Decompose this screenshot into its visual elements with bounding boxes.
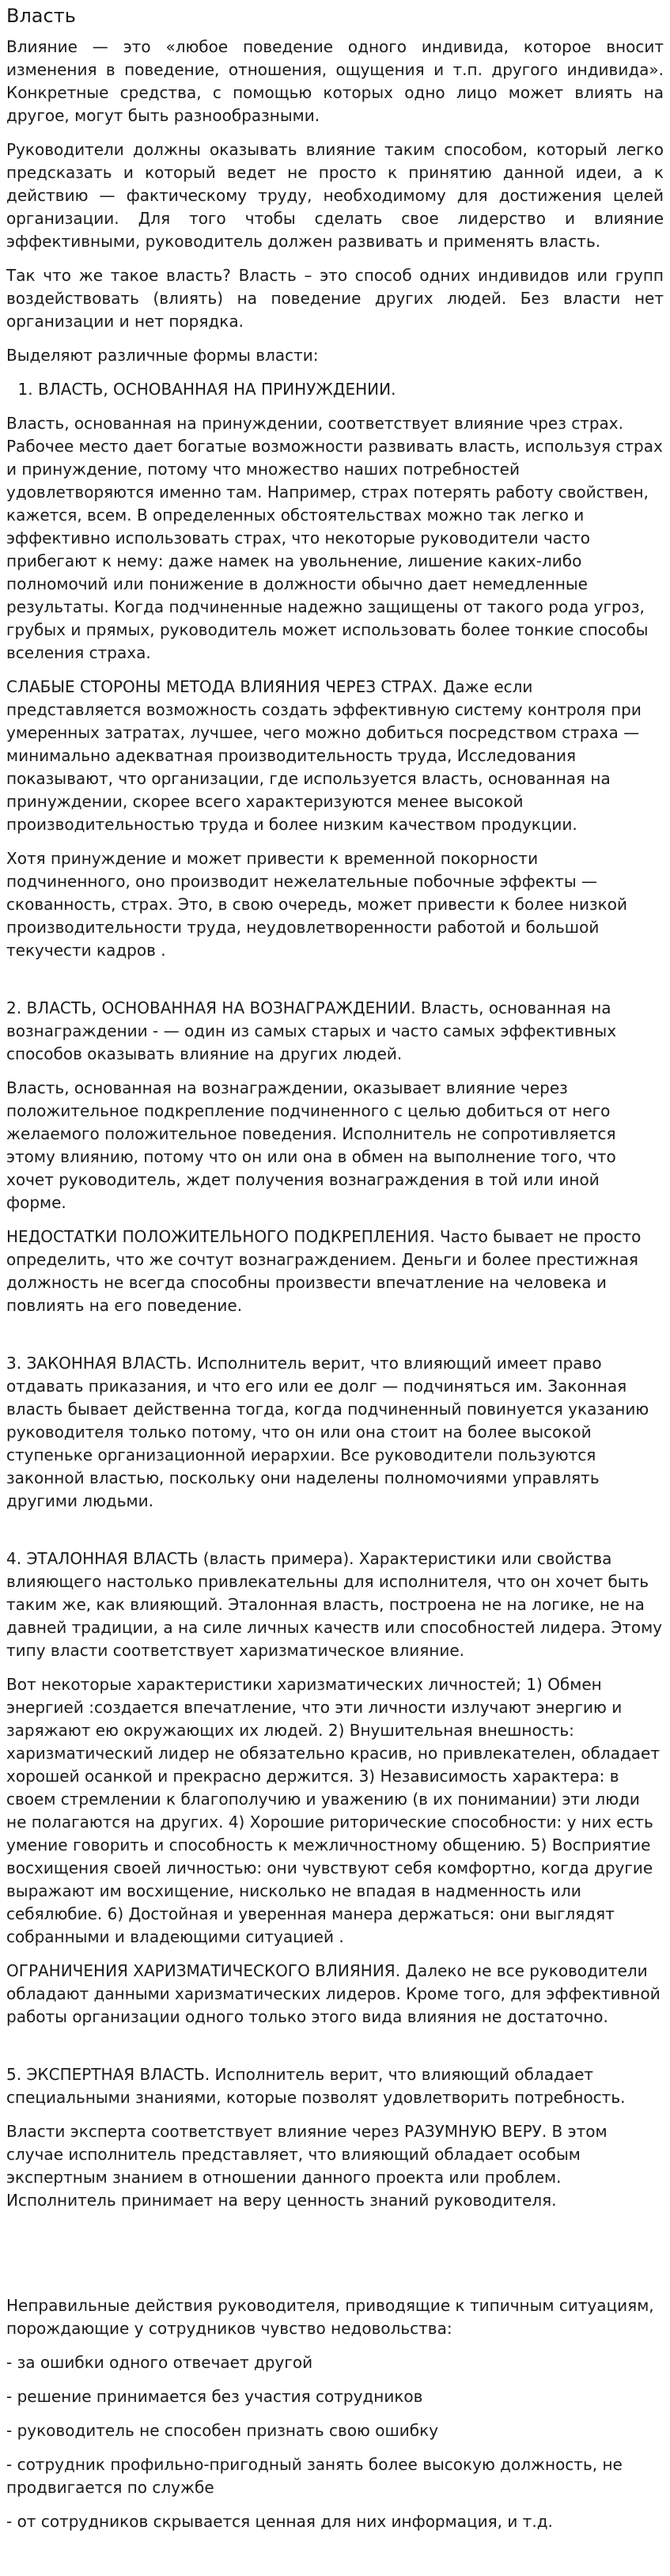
intro-paragraph: Влияние — это «любое поведение одного индивида, которое вносит изменения в поведение, отношения, ощущения и т.п. другого индивида». Конкретные средства, с помощью которых одно лицо может влиять на другое, могут быть разнообразными.: [6, 36, 664, 125]
reward-paragraph: 2. ВЛАСТЬ, ОСНОВАННАЯ НА ВОЗНАГРАЖДЕНИИ. Власть, основанная на вознаграждении - — один из самых старых и часто самых эффективных способов оказывать влияние на других людей.: [6, 998, 617, 1063]
page-title: Власть: [6, 5, 76, 27]
wrong-actions-item: - сотрудник профильно-пригодный занять более высокую должность, не продвигается по службе: [6, 2454, 623, 2497]
expert-paragraph: Власти эксперта соответствует влияние через РАЗУМНУЮ ВЕРУ. В этом случае исполнитель представляет, что влияющий обладает особым экспертным знанием в отношении данного проекта или проблем. Исполнитель принимает на веру ценность знаний руководителя.: [6, 2121, 608, 2210]
wrong-actions-item: - от сотрудников скрывается ценная для них информация, и т.д.: [6, 2511, 553, 2531]
referent-paragraph: Вот некоторые характеристики харизматических личностей; 1) Обмен энергией :создается впечатление, что эти личности излучают энергию и заряжают ею окружающих их людей. 2) Внушительная внешность: харизматический лидер не обязательно красив, но привлекателен, обладает хорошей осанкой и прекрасно держится. 3) Независимость характера: в своем стремлении к благополучию и уважению (в их понимании) эти люди не полагаются на других. 4) Хорошие риторические способности: у них есть умение говорить и способность к межличностному общению. 5) Восприятие восхищения своей личностью: они чувствуют себя комфортно, когда другие выражают им восхищение, нисколько не впадая в надменность или себялюбие. 6) Достойная и уверенная манера держаться: они выглядят собранными и владеющими ситуацией .: [6, 1674, 661, 1946]
wrong-actions-item: - руководитель не способен признать свою ошибку: [6, 2420, 439, 2440]
power-forms-list: [6, 378, 664, 401]
legitimate-paragraph: 3. ЗАКОННАЯ ВЛАСТЬ. Исполнитель верит, что влияющий имеет право отдавать приказания, и что его или ее долг — подчиняться им. Законная власть бывает действенна тогда, когда подчиненный повинуется указанию руководителя только потому, что он или она стоит на более высокой ступеньке организационной иерархии. Все руководители пользуются законной властью, поскольку они наделены полномочиями управлять другими людьми.: [6, 1353, 649, 1510]
intro-paragraph: Руководители должны оказывать влияние таким способом, который легко предсказать и который ведет не просто к принятию данной идеи, а к действию — фактическому труду, необходимому для достижения целей организации. Для того чтобы сделать свое лидерство и влияние эффективными, руководитель должен развивать и применять власть.: [6, 139, 664, 251]
wrong-actions-item: - за ошибки одного отвечает другой: [6, 2352, 313, 2372]
spacer: [6, 2223, 664, 2294]
expert-paragraph: 5. ЭКСПЕРТНАЯ ВЛАСТЬ. Исполнитель верит, что влияющий обладает специальными знаниями, которые позволят удовлетворить потребность.: [6, 2064, 626, 2107]
reward-paragraph: Власть, основанная на вознаграждении, оказывает влияние через положительное подкрепление подчиненного с целью добиться от него желаемого положительное поведения. Исполнитель не сопротивляется этому влиянию, потому что он или она в обмен на выполнение того, что хочет руководитель, ждет получения вознаграждения в той или иной форме.: [6, 1078, 616, 1212]
coercion-paragraph: СЛАБЫЕ СТОРОНЫ МЕТОДА ВЛИЯНИЯ ЧЕРЕЗ СТРАХ. Даже если представляется возможность создать эффективную систему контроля при умеренных затратах, лучшее, чего можно добиться посредством страха — минимально адекватная производительность труда, Исследования показывают, что организации, где используется власть, основанная на принуждении, скорее всего характеризуются менее высокой производительностью труда и более низким качеством продукции.: [6, 676, 642, 834]
reward-paragraph: НЕДОСТАТКИ ПОЛОЖИТЕЛЬНОГО ПОДКРЕПЛЕНИЯ. Часто бывает не просто определить, что же сочтут вознаграждением. Деньги и более престижная должность не всегда способны произвести впечатление на человека и повлиять на его поведение.: [6, 1226, 642, 1315]
list-item: 1. ВЛАСТЬ, ОСНОВАННАЯ НА ПРИНУЖДЕНИИ.: [38, 378, 664, 401]
spacer: [6, 973, 664, 997]
spacer: [6, 1524, 664, 1547]
intro-paragraph: Так что же такое власть? Власть – это способ одних индивидов или групп воздействовать (влиять) на поведение других людей. Без власти нет организации и нет порядка.: [6, 265, 664, 331]
wrong-actions-item: - решение принимается без участия сотрудников: [6, 2386, 423, 2406]
wrong-actions-heading: Неправильные действия руководителя, приводящие к типичным ситуациям, порождающие у сотрудников чувство недовольства:: [6, 2295, 654, 2338]
spacer: [6, 1328, 664, 1352]
coercion-paragraph: Хотя принуждение и может привести к временной покорности подчиненного, оно производит нежелательные побочные эффекты — скованность, страх. Это, в свою очередь, может привести к более низкой производительности труда, неудовлетворенности работой и большой текучести кадров .: [6, 848, 627, 960]
intro-paragraph: Выделяют различные формы власти:: [6, 345, 319, 365]
spacer: [6, 2040, 664, 2063]
referent-paragraph: ОГРАНИЧЕНИЯ ХАРИЗМАТИЧЕСКОГО ВЛИЯНИЯ. Далеко не все руководители обладают данными харизматических лидеров. Кроме того, для эффективной работы организации одного только этого вида влияния не достаточно.: [6, 1960, 661, 2026]
referent-paragraph: 4. ЭТАЛОННАЯ ВЛАСТЬ (власть примера). Характеристики или свойства влияющего настолько привлекательны для исполнителя, что он хочет быть таким же, как влияющий. Эталонная власть, построена не на логике, не на давней традиции, а на силе личных качеств или способностей лидера. Этому типу власти соответствует харизматическое влияние.: [6, 1548, 662, 1660]
coercion-paragraph: Власть, основанная на принуждении, соответствует влияние чрез страх. Рабочее место дает богатые возможности развивать власть, используя страх и принуждение, потому что множество наших потребностей удовлетворяются именно там. Например, страх потерять работу свойствен, кажется, всем. В определенных обстоятельствах можно так легко и эффективно использовать страх, что некоторые руководители часто прибегают к нему: даже намек на увольнение, лишение каких-либо полномочий или понижение в должности обычно дает немедленные результаты. Когда подчиненные надежно защищены от такого рода угроз, грубых и прямых, руководитель может использовать более тонкие способы вселения страха.: [6, 413, 663, 662]
